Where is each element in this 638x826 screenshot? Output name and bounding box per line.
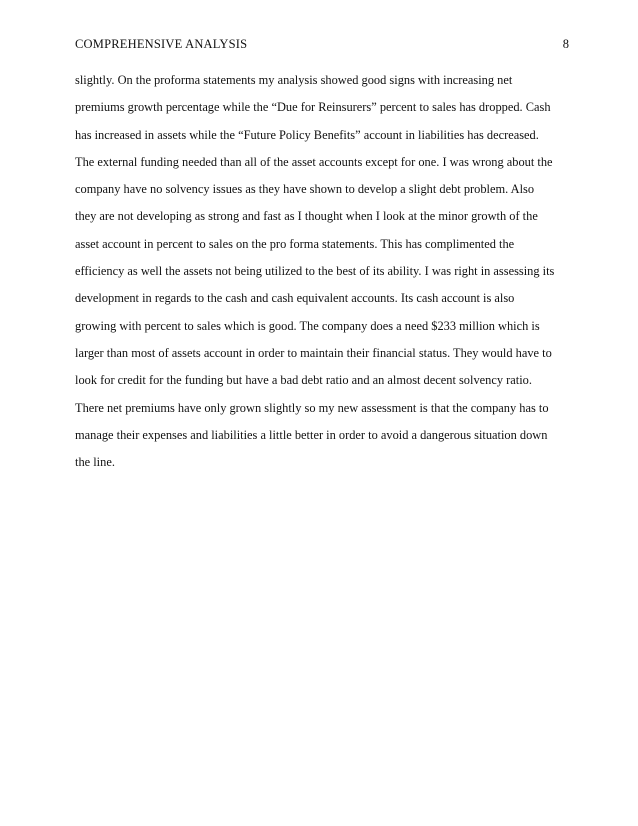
text-line: efficiency as well the assets not being utilized to the best of its ability. I was right in assessing its: [75, 264, 555, 279]
text-line: larger than most of assets account in order to maintain their financial status. They would have to: [75, 345, 552, 360]
text-line: development in regards to the cash and cash equivalent accounts. Its cash account is also: [75, 291, 515, 306]
text-line: asset account in percent to sales on the pro forma statements. This has complimented the: [75, 236, 515, 251]
page-number: 8: [562, 37, 569, 51]
text-line: There net premiums have only grown slightly so my new assessment is that the company has to: [75, 400, 549, 415]
text-line: look for credit for the funding but have a bad debt ratio and an almost decent solvency ratio.: [75, 373, 532, 388]
text-line: the line.: [75, 455, 115, 470]
text-line: slightly. On the proforma statements my analysis showed good signs with increasing net: [75, 73, 513, 87]
body-paragraph: [75, 67, 575, 476]
text-line: The external funding needed than all of the asset accounts except for one. I was wrong about the: [75, 154, 553, 169]
text-line: company have no solvency issues as they have shown to develop a slight debt problem. Also: [75, 182, 535, 197]
running-head: COMPREHENSIVE ANALYSIS: [75, 37, 248, 51]
text-line: growing with percent to sales which is good. The company does a need $233 million which is: [75, 318, 540, 333]
text-line: has increased in assets while the “Future Policy Benefits” account in liabilities has decreased.: [75, 127, 539, 142]
text-line: premiums growth percentage while the “Due for Reinsurers” percent to sales has dropped. Cash: [75, 100, 551, 115]
text-line: manage their expenses and liabilities a little better in order to avoid a dangerous situation down: [75, 427, 548, 442]
text-line: they are not developing as strong and fast as I thought when I look at the minor growth of the: [75, 209, 538, 224]
